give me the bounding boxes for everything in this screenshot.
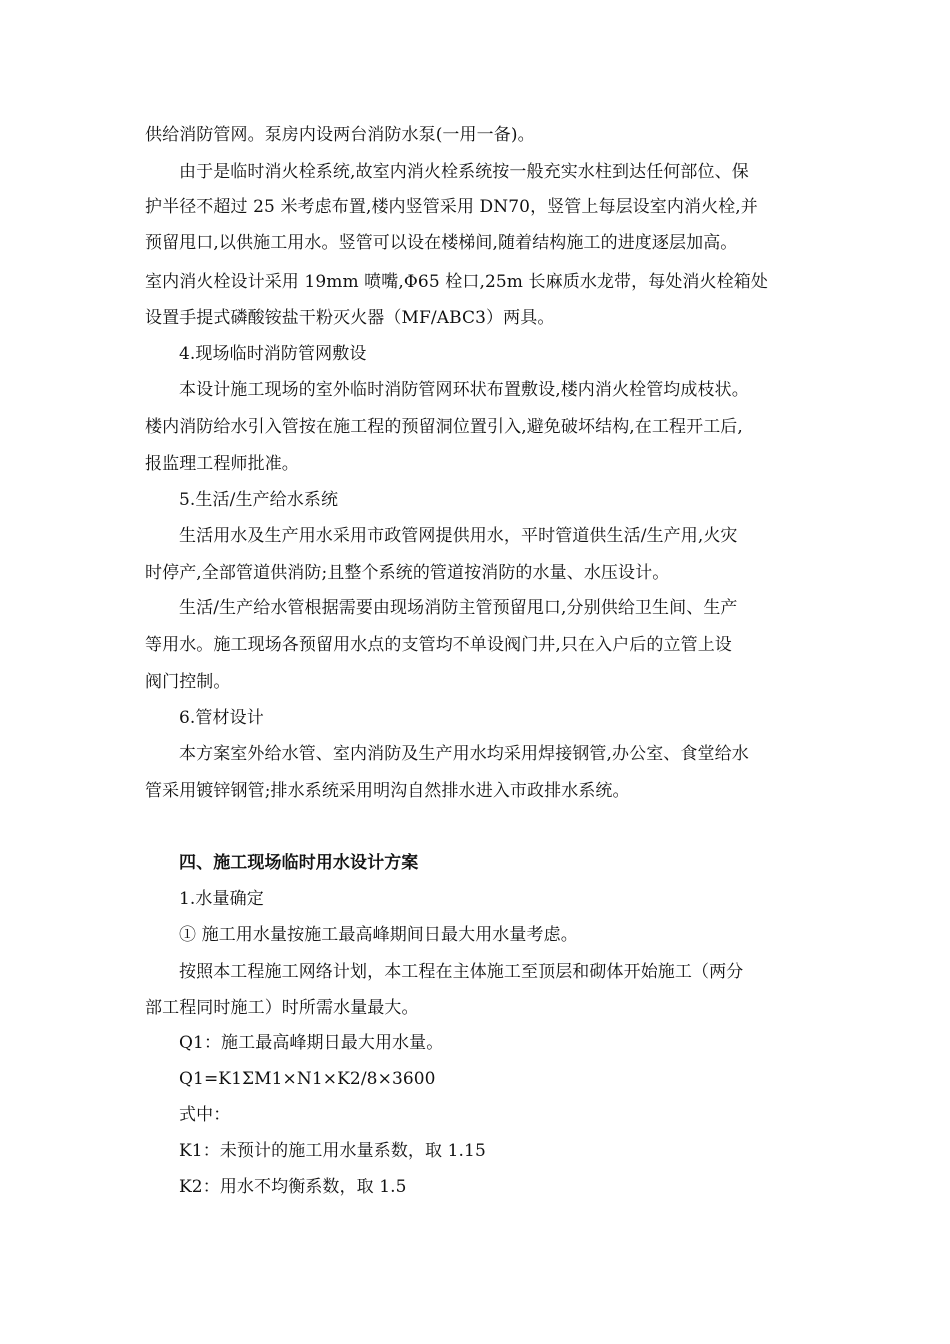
paragraph-line: 时停产,全部管道供消防;且整个系统的管道按消防的水量、水压设计。: [145, 563, 670, 583]
paragraph-line: 本方案室外给水管、室内消防及生产用水均采用焊接钢管,办公室、食堂给水: [179, 744, 749, 764]
section-heading: 5.生活/生产给水系统: [179, 490, 339, 510]
paragraph-line: 设置手提式磷酸铵盐干粉灭火器（MF/ABC3）两具。: [145, 308, 555, 328]
paragraph-line: 式中：: [179, 1105, 231, 1125]
paragraph-line: 楼内消防给水引入管按在施工程的预留洞位置引入,避免破坏结构,在工程开工后,: [145, 417, 743, 437]
paragraph-line: 部工程同时施工）时所需水量最大。: [145, 998, 419, 1018]
chapter-heading: 四、施工现场临时用水设计方案: [179, 853, 419, 873]
paragraph-line: K1：未预计的施工用水量系数，取 1.15: [179, 1141, 486, 1161]
section-heading: 4.现场临时消防管网敷设: [179, 344, 367, 364]
paragraph-line: 等用水。施工现场各预留用水点的支管均不单设阀门井,只在入户后的立管上设: [145, 635, 732, 655]
paragraph-line: 室内消火栓设计采用 19mm 喷嘴,Φ65 栓口,25m 长麻质水龙带，每处消火栓箱处: [145, 272, 768, 292]
section-heading: 6.管材设计: [179, 708, 264, 728]
paragraph-line: K2：用水不均衡系数，取 1.5: [179, 1177, 407, 1197]
formula-line: Q1=K1ΣM1×N1×K2/8×3600: [179, 1069, 436, 1089]
paragraph-line: Q1：施工最高峰期日最大用水量。: [179, 1033, 444, 1053]
paragraph-line: 护半径不超过 25 米考虑布置,楼内竖管采用 DN70，竖管上每层设室内消火栓,并: [145, 197, 758, 217]
paragraph-line: 生活/生产给水管根据需要由现场消防主管预留甩口,分别供给卫生间、生产: [179, 598, 738, 618]
paragraph-line: 由于是临时消火栓系统,故室内消火栓系统按一般充实水柱到达任何部位、保: [179, 162, 749, 182]
paragraph-line: ① 施工用水量按施工最高峰期间日最大用水量考虑。: [179, 925, 578, 945]
paragraph-line: 本设计施工现场的室外临时消防管网环状布置敷设,楼内消火栓管均成枝状。: [179, 380, 749, 400]
paragraph-line: 阀门控制。: [145, 672, 231, 692]
section-heading: 1.水量确定: [179, 889, 264, 909]
paragraph-line: 管采用镀锌钢管;排水系统采用明沟自然排水进入市政排水系统。: [145, 781, 630, 801]
paragraph-line: 生活用水及生产用水采用市政管网提供用水，平时管道供生活/生产用,火灾: [179, 526, 738, 546]
paragraph-line: 预留甩口,以供施工用水。竖管可以设在楼梯间,随着结构施工的进度逐层加高。: [145, 233, 738, 253]
paragraph-line: 供给消防管网。泵房内设两台消防水泵(一用一备)。: [145, 125, 535, 145]
paragraph-line: 报监理工程师批准。: [145, 454, 299, 474]
paragraph-line: 按照本工程施工网络计划，本工程在主体施工至顶层和砌体开始施工（两分: [179, 962, 744, 982]
